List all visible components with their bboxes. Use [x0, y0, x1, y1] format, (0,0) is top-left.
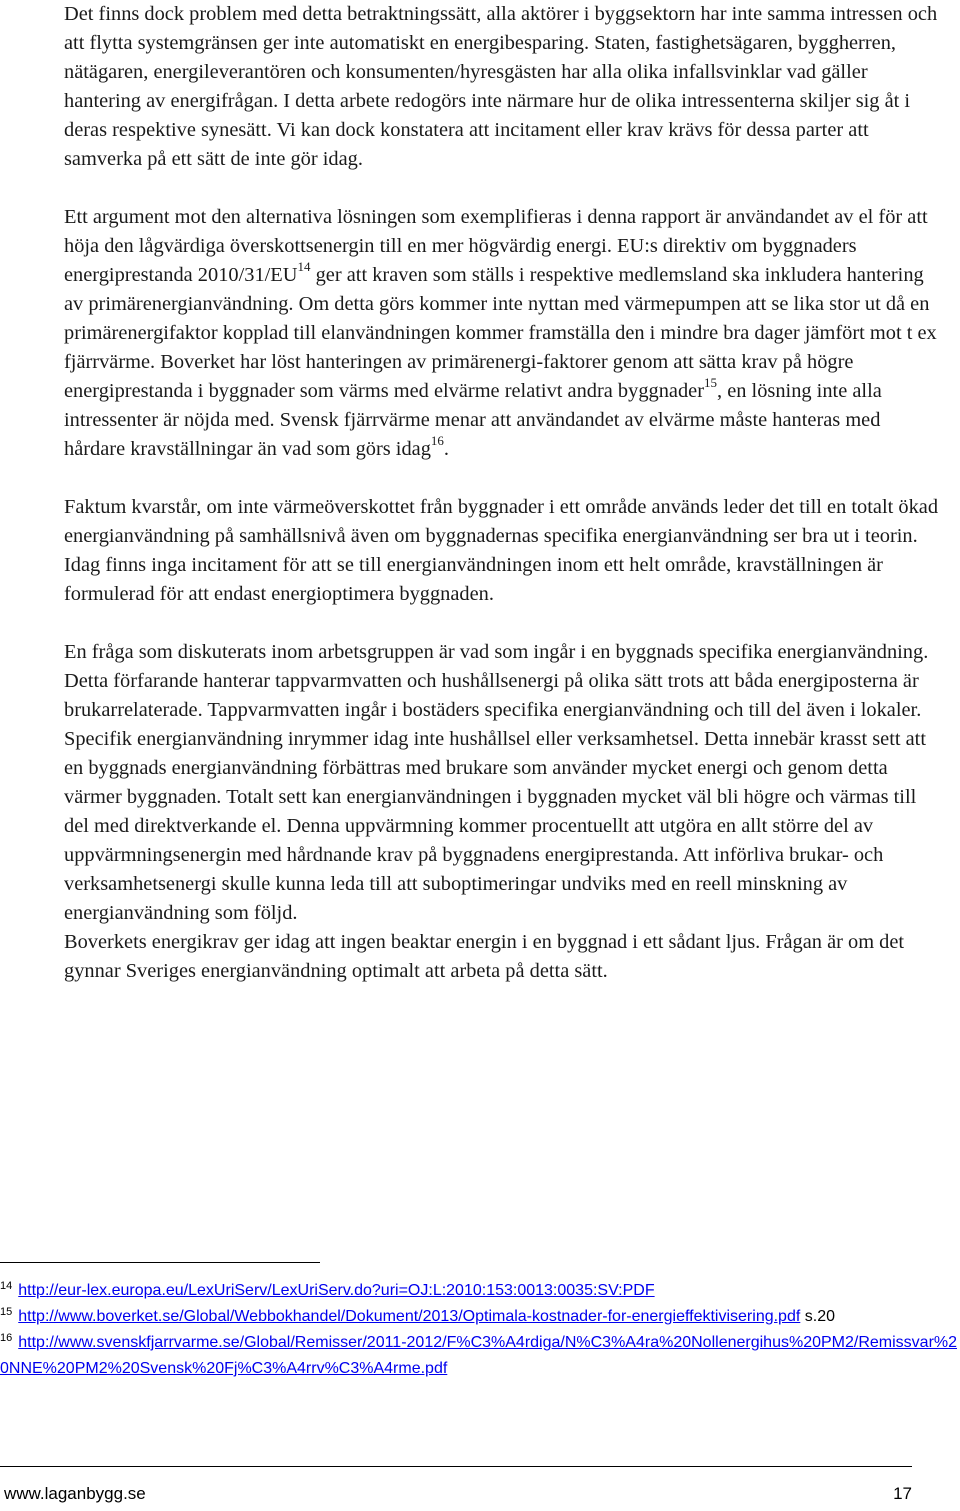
paragraph-2-part-a: Ett argument mot den alternativa lösningen som exemplifieras i denna rapport är användandet av el för att höja den lågvärdiga överskottsenergin till en mer högvärdig energi. EU:s direktiv om byggnaders energiprestanda 2010/31/EU: [64, 206, 928, 286]
footnote-14: [0, 1278, 958, 1304]
footnote-15: [0, 1304, 958, 1330]
body-text: [64, 0, 944, 986]
paragraph-4: En fråga som diskuterats inom arbetsgruppen är vad som ingår i en byggnads specifika energianvändning. Detta förfarande hanterar tappvarmvatten och hushållsenergi på olika sätt trots att båda energiposterna är brukarrelaterade. Tappvarmvatten ingår i bostäders specifika energianvändning och till del även i lokaler.: [64, 641, 929, 721]
paragraph-6: Boverkets energikrav ger idag att ingen beaktar energin i en byggnad i ett sådant ljus. Frågan är om det gynnar Sveriges energianvändning optimalt att arbeta på detta sätt.: [64, 931, 905, 982]
paragraph-2-part-b: ger att kraven som ställs i respektive medlemsland ska inkludera hantering av primärenergianvändning. Om detta görs kommer inte nyttan med värmepumpen att se lika stor ut då en primärenergifaktor kopplad till elanvändningen kommer framställa den i mindre bra dager jämfört mot t ex fjärrvärme. Boverket har löst hanteringen av primärenergi-faktorer genom att sätta krav på högre energiprestanda i byggnader som värms med elvärme relativt andra byggnader: [64, 264, 937, 402]
footer-divider: [0, 1466, 912, 1467]
paragraph-1: Det finns dock problem med detta betraktningssätt, alla aktörer i byggsektorn har inte samma intressen och att flytta systemgränsen ger inte automatiskt en energibesparing. Staten, fastighetsägaren, byggherren, nätägaren, energileverantören och konsumenten/hyresgästen har alla olika infallsvinklar vad gäller hantering av energifrågan. I detta arbete redogörs inte närmare hur de olika intressenterna skiljer sig åt i deras respektive synesätt. Vi kan dock konstatera att incitament eller krav krävs för dessa parter att samverka på ett sätt de inte gör idag.: [64, 3, 938, 170]
footnote-ref-14: 14: [297, 259, 311, 275]
footer-website: www.laganbygg.se: [4, 1484, 146, 1503]
footnotes: [0, 1278, 958, 1382]
paragraph-5: Specifik energianvändning inrymmer idag inte hushållsel eller verksamhetsel. Detta innebär krasst sett att en byggnads energianvändning förbättras med brukare som använder mycket energi och genom detta värmer byggnaden. Totalt sett kan energianvändningen i byggnaden mycket väl bli högre och värmas till del med direktverkande el. Denna uppvärmning kommer procentuellt att utgöra en allt större del av uppvärmningsenergin med hårdnande krav på byggnadens energiprestanda. Att införliva brukar- och verksamhetsenergi skulle kunna leda till att suboptimeringar undviks med en reell minskning av energianvändning som följd.: [64, 728, 927, 924]
footnote-number: 14: [0, 1279, 13, 1292]
footnote-link-16[interactable]: http://www.svenskfjarrvarme.se/Global/Remisser/2011-2012/F%C3%A4rdiga/N%C3%A4ra%20Nollenergihus%20PM2/Remissvar%20NNE%20PM2%20Svensk%20Fj%C3%A4rrv%C3%A4rme.pdf: [0, 1334, 958, 1377]
footnote-number: 16: [0, 1331, 13, 1344]
footnote-link-15[interactable]: http://www.boverket.se/Global/Webbokhandel/Dokument/2013/Optimala-kostnader-for-energieffektivisering.pdf: [18, 1308, 801, 1325]
footnote-number: 15: [0, 1305, 13, 1318]
page-number: 17: [893, 1484, 912, 1503]
footnote-divider: [0, 1262, 320, 1263]
footnote-suffix: s.20: [800, 1308, 835, 1325]
footnote-16: [0, 1330, 958, 1382]
footnote-ref-16: 16: [430, 433, 444, 449]
paragraph-3: Faktum kvarstår, om inte värmeöverskottet från byggnader i ett område används leder det till en totalt ökad energianvändning på samhällsnivå även om byggnadernas specifika energianvändning ser bra ut i teorin. Idag finns inga incitament för att se till energianvändningen inom ett helt område, kravställningen är formulerad för att endast energioptimera byggnaden.: [64, 496, 939, 605]
paragraph-2-part-d: .: [443, 438, 450, 460]
paragraph-2: [64, 203, 944, 464]
footnote-link-14[interactable]: http://eur-lex.europa.eu/LexUriServ/LexUriServ.do?uri=OJ:L:2010:153:0013:0035:SV:PDF: [18, 1282, 655, 1299]
footnote-ref-15: 15: [704, 375, 717, 391]
paragraph-2-part-c: , en lösning inte alla intressenter är nöjda med. Svensk fjärrvärme menar att användandet av elvärme måste hanteras med hårdare kravställningar än vad som görs idag: [64, 380, 882, 460]
